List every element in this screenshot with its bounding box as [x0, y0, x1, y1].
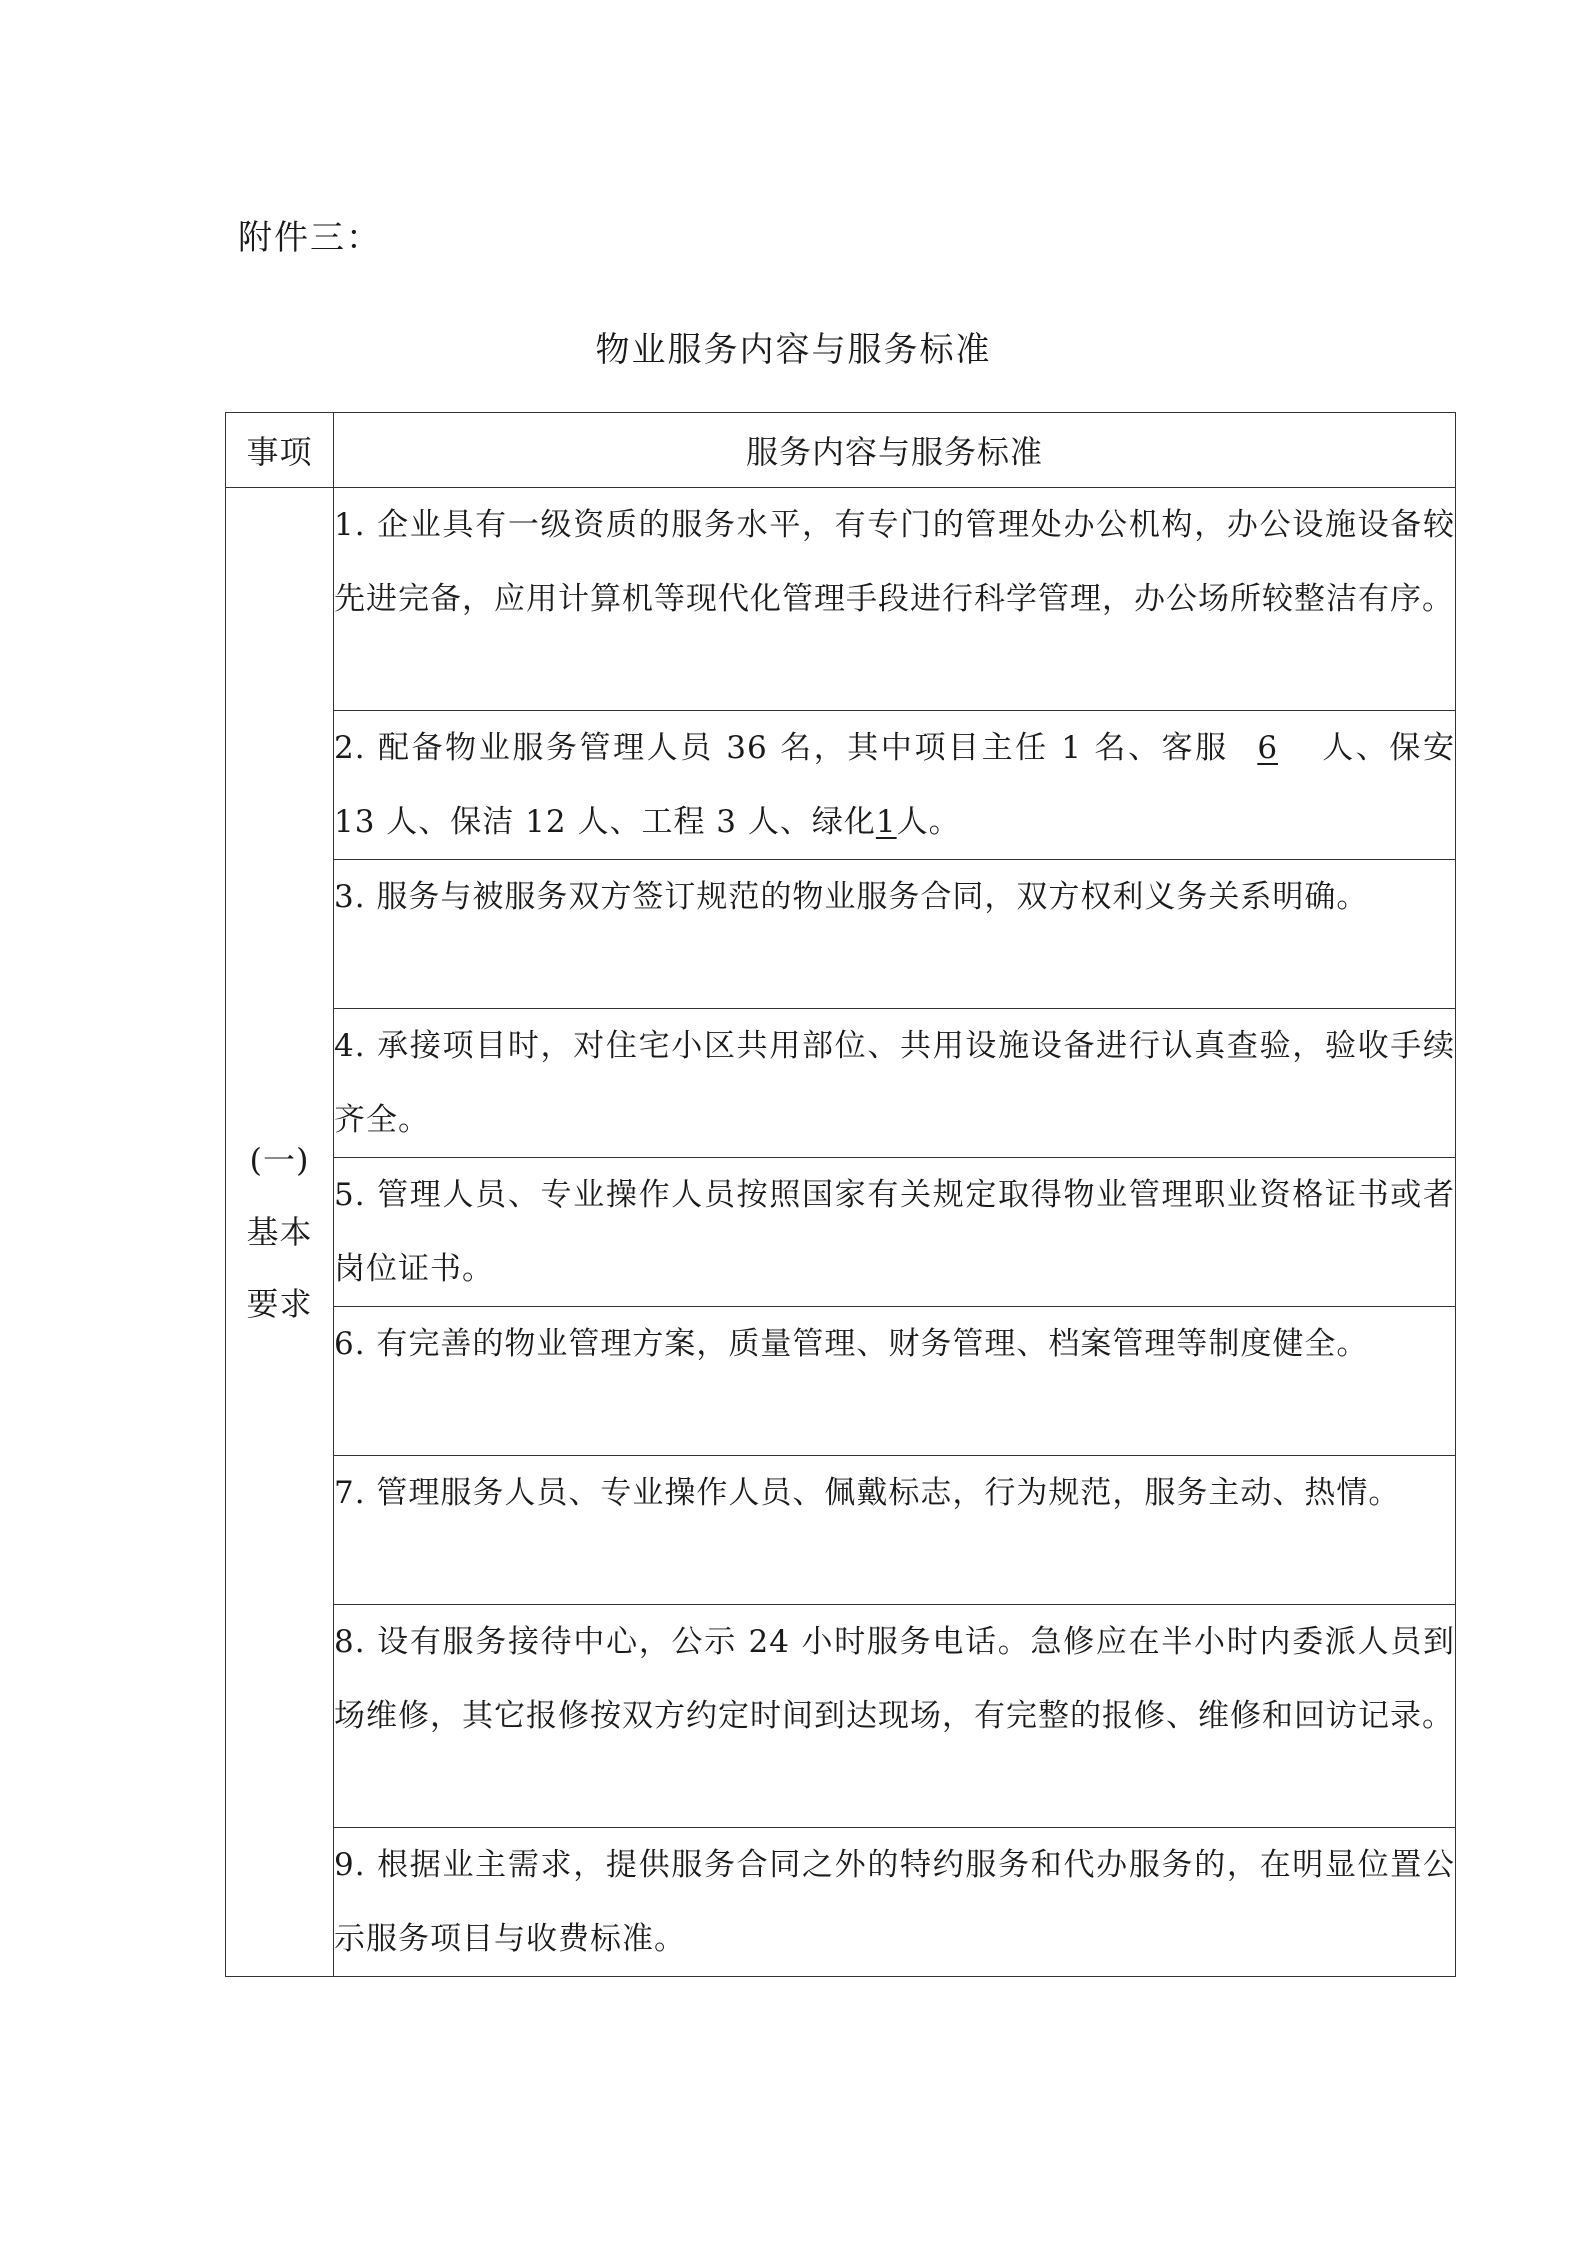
- service-standards-table: [225, 412, 1456, 1977]
- requirement-8: 8. 设有服务接待中心，公示 24 小时服务电话。急修应在半小时内委派人员到场维修，其它报修按双方约定时间到达现场，有完整的报修、维修和回访记录。: [334, 1605, 1456, 1828]
- requirement-1: 1. 企业具有一级资质的服务水平，有专门的管理处办公机构，办公设施设备较先进完备，应用计算机等现代化管理手段进行科学管理，办公场所较整洁有序。: [334, 488, 1456, 711]
- table-row: [226, 1158, 1456, 1307]
- requirement-3: 3. 服务与被服务双方签订规范的物业服务合同，双方权利义务关系明确。: [334, 860, 1456, 1009]
- requirement-2-text-b: 人、保安 13 人、保洁 12 人、工程 3 人、绿化: [334, 730, 1456, 840]
- table-row: [226, 1456, 1456, 1605]
- requirement-4: 4. 承接项目时，对住宅小区共用部位、共用设施设备进行认真查验，验收手续齐全。: [334, 1009, 1456, 1158]
- document-title: 物业服务内容与服务标准: [595, 330, 992, 370]
- requirement-5: 5. 管理人员、专业操作人员按照国家有关规定取得物业管理职业资格证书或者岗位证书。: [334, 1158, 1456, 1307]
- table-row: [226, 711, 1456, 860]
- greening-count: 1: [875, 804, 897, 840]
- table-row: [226, 1828, 1456, 1977]
- table-header-row: [226, 413, 1456, 488]
- customer-service-count: 6: [1257, 730, 1279, 766]
- header-content: 服务内容与服务标准: [334, 413, 1456, 488]
- section-label-basic-requirements: [226, 488, 334, 1977]
- requirement-2-text-a: 2. 配备物业服务管理人员 36 名，其中项目主任 1 名、客服: [334, 730, 1229, 766]
- requirement-6: 6. 有完善的物业管理方案，质量管理、财务管理、档案管理等制度健全。: [334, 1307, 1456, 1456]
- table-row: [226, 1605, 1456, 1828]
- section-label-line: 要求: [246, 1285, 313, 1323]
- section-label-line: 基本: [246, 1213, 313, 1251]
- requirement-2: [334, 711, 1456, 860]
- attachment-label: 附件三：: [238, 218, 382, 258]
- requirement-9: 9. 根据业主需求，提供服务合同之外的特约服务和代办服务的，在明显位置公示服务项目与收费标准。: [334, 1828, 1456, 1977]
- requirement-7: 7. 管理服务人员、专业操作人员、佩戴标志，行为规范，服务主动、热情。: [334, 1456, 1456, 1605]
- requirement-2-text-c: 人。: [896, 804, 961, 840]
- table-row: [226, 1307, 1456, 1456]
- table-row: [226, 488, 1456, 711]
- table-row: [226, 860, 1456, 1009]
- section-number: (一): [249, 1141, 310, 1179]
- table-row: [226, 1009, 1456, 1158]
- header-item: 事项: [226, 413, 334, 488]
